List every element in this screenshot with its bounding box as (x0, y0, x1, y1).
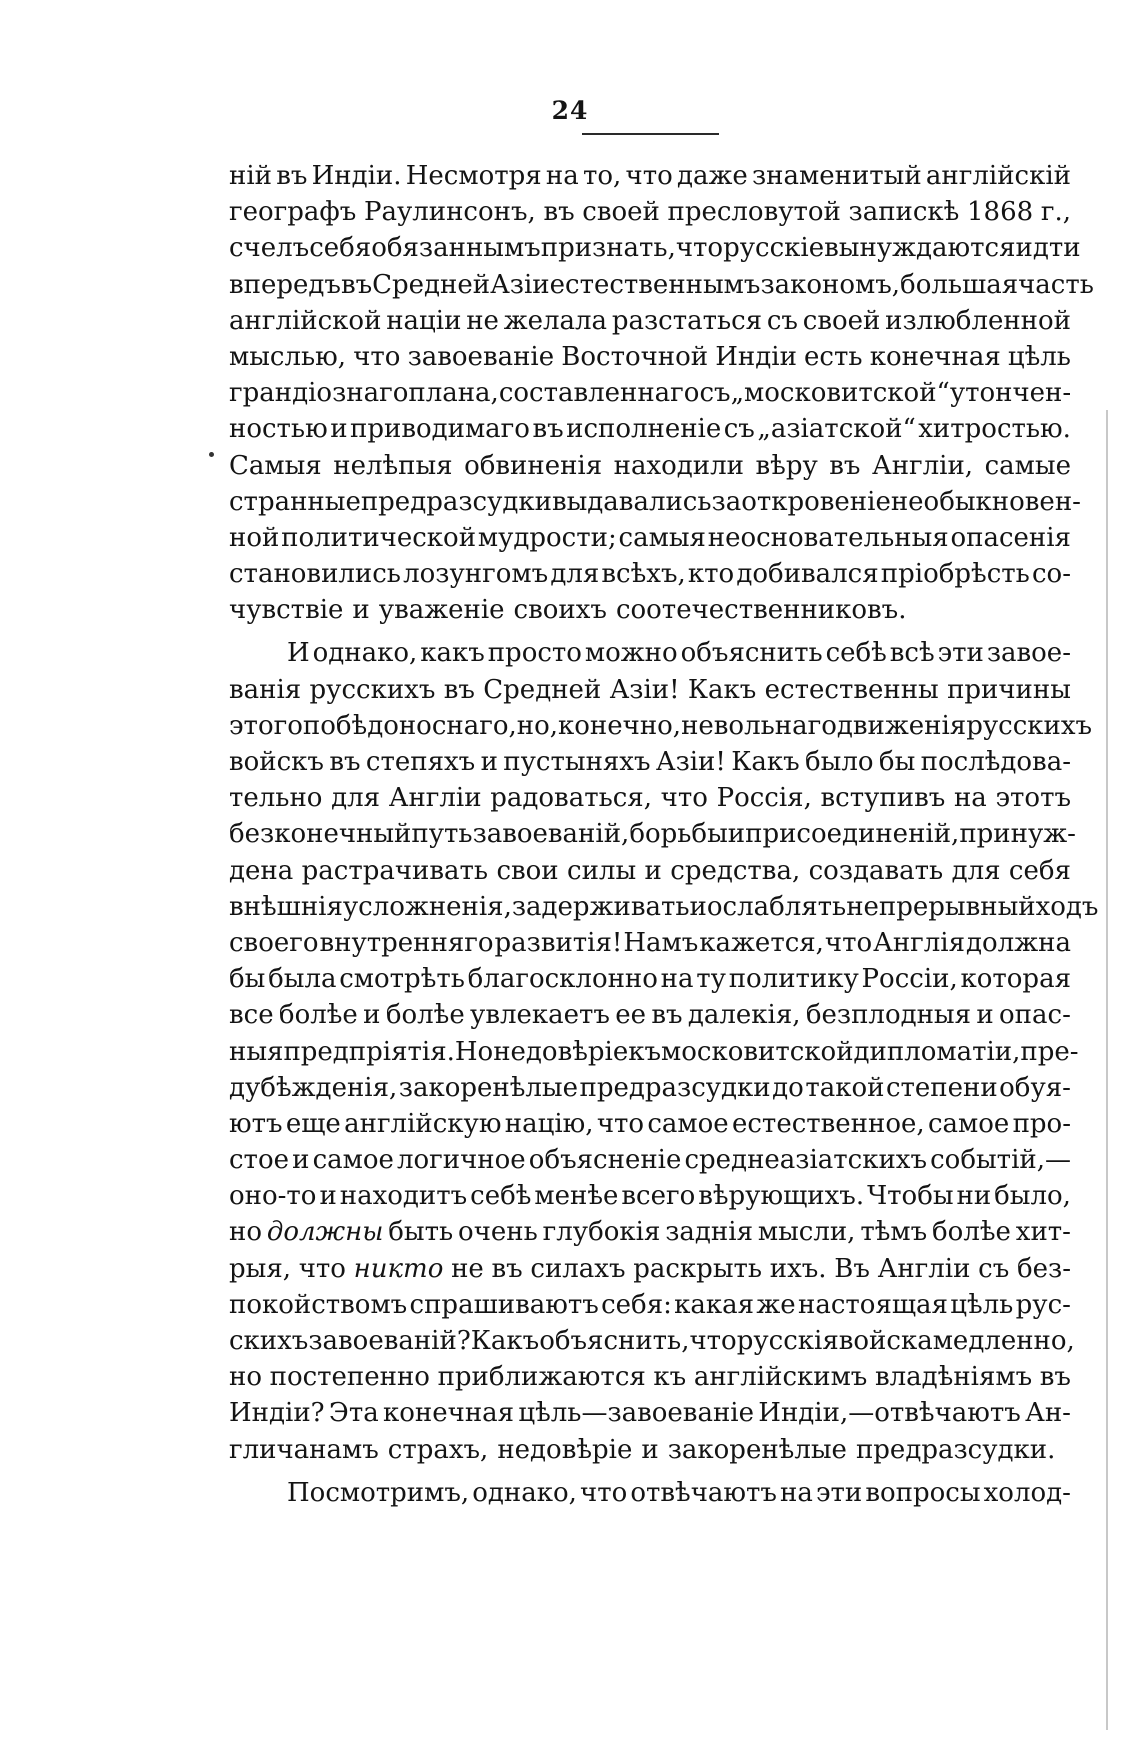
text-line: бы была смотрѣть благосклонно на ту политику Россіи, которая (229, 964, 1071, 995)
text-line: ностью и приводимаго въ исполненіе съ „азіатской“ хитростью. (229, 414, 1071, 445)
text-line: Посмотримъ, однако, что отвѣчаютъ на эти вопросы холод- (287, 1477, 1071, 1508)
text-line: чувствіе и уваженіе своихъ соотечественниковъ. (229, 595, 907, 626)
text-line: ныя предпріятія. Но недовѣріе къ московитской дипломатіи, пре- (229, 1036, 1079, 1067)
page-number: 24 (551, 96, 589, 125)
text-line: впередъ въ Средней Азіи естественнымъ закономъ, большая часть (229, 269, 1094, 300)
text-line: странные предразсудки выдавались за откровеніе необыкновен- (229, 486, 1081, 517)
text-line: тельно для Англіи радоваться, что Россія, вступивъ на этотъ (229, 783, 1071, 814)
text-line: ванія русскихъ въ Средней Азіи! Какъ естественны причины (229, 674, 1071, 705)
text-line: И однако, какъ просто можно объяснить себѣ всѣ эти завое- (287, 638, 1071, 669)
text-line: этого побѣдоноснаго, но, конечно, невольнаго движенія русскихъ (229, 710, 1093, 741)
text-line: рыя, что никто не въ силахъ раскрыть ихъ. Въ Англіи съ без- (229, 1253, 1071, 1284)
text-line: внѣшнія усложненія, задерживать и ослаблять непрерывный ходъ (229, 891, 1099, 922)
text-line: счелъ себя обязаннымъ признать, что русскіе вынуждаются идти (229, 233, 1081, 264)
text-line: географъ Раулинсонъ, въ своей пресловутой запискѣ 1868 г., (229, 197, 1071, 228)
body-text (229, 158, 1099, 1511)
text-line: дена растрачивать свои силы и средства, создавать для себя (229, 855, 1071, 886)
text-line: все болѣе и болѣе увлекаетъ ее въ далекія, безплодныя и опас- (229, 1000, 1071, 1031)
text-line: ютъ еще англійскую націю, что самое естественное, самое про- (229, 1108, 1071, 1139)
text-line: но должны быть очень глубокія заднія мысли, тѣмъ болѣе хит- (229, 1217, 1071, 1248)
paragraph (229, 1475, 1071, 1511)
text-line: Индіи? Эта конечная цѣль—завоеваніе Индіи,—отвѣчаютъ Ан- (229, 1398, 1071, 1429)
text-line: мыслью, что завоеваніе Восточной Индіи есть конечная цѣль (229, 341, 1071, 372)
text-line: ній въ Индіи. Несмотря на то, что даже знаменитый англійскій (229, 161, 1071, 191)
text-line: стое и самое логичное объясненіе среднеазіатскихъ событій,— (229, 1145, 1071, 1176)
text-line: своего внутренняго развитія! Намъ кажется, что Англія должна (229, 927, 1071, 958)
text-line: становились лозунгомъ для всѣхъ, кто добивался пріобрѣсть со- (229, 559, 1071, 590)
text-line: ной политической мудрости; самыя неосновательныя опасенія (229, 522, 1071, 553)
text-line: грандіознаго плана, составленнаго съ „московитской“ утончен- (229, 378, 1072, 409)
text-line: англійской націи не желала разстаться съ своей излюбленной (229, 305, 1071, 336)
text-line: безконечный путь завоеваній, борьбы и присоединеній, принуж- (229, 819, 1076, 850)
text-line: скихъ завоеваній? Какъ объяснить, что русскія войска медленно, (229, 1326, 1075, 1356)
text-line: но постепенно приближаются къ англійскимъ владѣніямъ въ (229, 1362, 1071, 1393)
paragraph (229, 158, 1094, 628)
paragraph (229, 635, 1099, 1467)
text-line: Самыя нелѣпыя обвиненія находили вѣру въ Англіи, самые (229, 450, 1071, 481)
text-line: гличанамъ страхъ, недовѣріе и закоренѣлые предразсудки. (229, 1434, 1056, 1465)
margin-mark (209, 452, 214, 457)
text-line: дубѣжденія, закоренѣлые предразсудки до такой степени обуя- (229, 1072, 1071, 1103)
page-number-rule (582, 133, 719, 135)
text-line: оно-то и находитъ себѣ менѣе всего вѣрующихъ. Чтобы ни было, (229, 1181, 1071, 1212)
text-line: войскъ въ степяхъ и пустыняхъ Азіи! Какъ было бы послѣдова- (229, 747, 1071, 777)
page-edge-line (1106, 410, 1108, 1730)
text-line: покойствомъ спрашиваютъ себя: какая же настоящая цѣль рус- (229, 1289, 1071, 1320)
